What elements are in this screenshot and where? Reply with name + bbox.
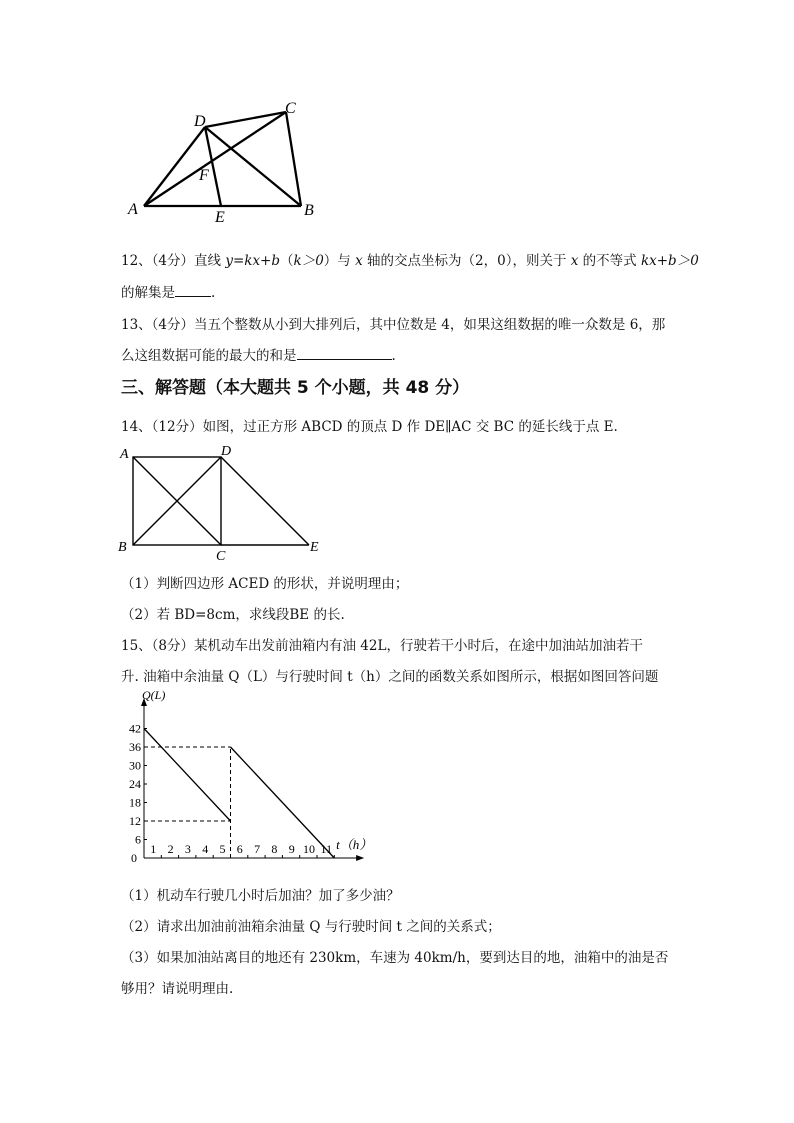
question-13-line-1: 13、（4分）当五个整数从小到大排列后，其中位数是 4，如果这组数据的唯一众数是 6，那 (121, 317, 666, 333)
origin-label: 0 (131, 851, 137, 865)
fuel-chart (110, 688, 390, 873)
label-d: D (194, 113, 206, 130)
q12-var-x2: x (570, 253, 579, 269)
label-c: C (285, 100, 296, 117)
label-a: A (128, 201, 138, 218)
x-tick-label-10: 10 (303, 842, 315, 856)
q12-line-2-text: 的解集是 (121, 285, 175, 301)
q12-text-b: （ (280, 253, 294, 269)
question-14-stem: 14、（12分）如图，过正方形 ABCD 的顶点 D 作 DE∥AC 交 BC 的延长线于点 E. (121, 419, 618, 435)
x-tick-label-4: 4 (202, 842, 209, 856)
figure-square-trapezoid (115, 440, 330, 562)
figure-quadrilateral-lines (144, 112, 301, 206)
q12-var-x: x (355, 253, 363, 269)
chart-ticks (129, 722, 334, 859)
label-a: A (120, 447, 129, 462)
question-15-line-1: 15、（8分）某机动车出发前油箱内有油 42L，行驶若干小时后，在途中加油站加油若干 (121, 638, 643, 654)
q12-text-e: 的不等式 (578, 253, 641, 269)
label-f: F (199, 167, 209, 184)
segment-cb (286, 112, 301, 206)
q12-inequality: kx+b＞0 (640, 253, 699, 269)
chart-axes (141, 698, 364, 861)
q12-condition: k＞0 (293, 253, 324, 269)
y-tick-label-12: 12 (129, 814, 141, 828)
q12-text-a: 直线 (194, 253, 226, 269)
y-tick-label-18: 18 (129, 795, 141, 810)
y-tick-label-36: 36 (129, 740, 141, 754)
question-13-line-2 (121, 344, 396, 364)
segment-de (221, 457, 309, 545)
q12-score: （4分） (151, 253, 195, 269)
question-15-line-2: 升. 油箱中余油量 Q（L）与行驶时间 t（h）之间的函数关系如图所示，根据如图回答问题 (121, 669, 659, 685)
answer-blank-12[interactable] (175, 284, 211, 297)
question-12-line-1 (121, 249, 699, 269)
label-e: E (310, 540, 319, 555)
question-15-part-3-line-2: 够用？请说明理由. (121, 981, 234, 997)
label-c: C (216, 549, 226, 562)
q13-end: . (391, 348, 396, 364)
section-title: 三、解答题（本大题共 5 个小题，共 48 分） (121, 378, 470, 398)
question-15-part-1: （1）机动车行驶几小时后加油？加了多少油？ (121, 888, 400, 904)
x-tick-label-1: 1 (150, 842, 157, 856)
x-tick-label-11: 11 (320, 842, 333, 856)
figure-quadrilateral (125, 98, 335, 228)
q12-number: 12、 (121, 253, 152, 269)
x-tick-label-7: 7 (254, 842, 261, 856)
q12-text-d: 轴的交点坐标为（2，0），则关于 (362, 253, 571, 269)
y-tick-label-6: 6 (135, 832, 141, 847)
question-14-part-1: （1）判断四边形 ACED 的形状，并说明理由； (121, 576, 409, 592)
x-tick-label-9: 9 (288, 842, 295, 856)
label-d: D (221, 444, 232, 459)
question-14-part-2: （2）若 BD=8cm，求线段BE 的长. (121, 607, 345, 623)
chart-series (144, 729, 334, 859)
label-b: B (118, 540, 127, 555)
series-line-0 (144, 729, 231, 822)
x-tick-label-6: 6 (236, 842, 243, 856)
x-tick-label-3: 3 (184, 842, 191, 856)
segment-ad (144, 127, 205, 206)
q12-end: . (211, 285, 216, 301)
q13-line-2-text: 么这组数据可能的最大的和是 (121, 348, 297, 364)
q12-text-c: ）与 (323, 253, 356, 269)
label-b: B (304, 202, 314, 219)
question-12-line-2 (121, 281, 215, 301)
question-15-part-2: （2）请求出加油前油箱余油量 Q 与行驶时间 t 之间的关系式； (121, 919, 501, 935)
y-tick-label-24: 24 (129, 777, 141, 791)
y-axis-label: Q(L) (142, 688, 166, 702)
x-tick-label-2: 2 (167, 842, 174, 856)
x-tick-label-8: 8 (271, 842, 278, 856)
y-tick-label-30: 30 (129, 758, 141, 773)
label-e: E (215, 209, 225, 226)
question-15-part-3-line-1: （3）如果加油站离目的地还有 230km，车速为 40km/h，要到达目的地，油箱中的油是否 (121, 950, 669, 966)
x-tick-label-5: 5 (219, 842, 226, 856)
q12-equation: y=kx+b (225, 253, 281, 269)
y-tick-label-42: 42 (129, 721, 141, 736)
series-line-1 (231, 747, 335, 858)
x-axis-label: t（h） (336, 837, 373, 852)
x-axis-arrow (356, 855, 364, 861)
answer-blank-13[interactable] (297, 347, 392, 360)
